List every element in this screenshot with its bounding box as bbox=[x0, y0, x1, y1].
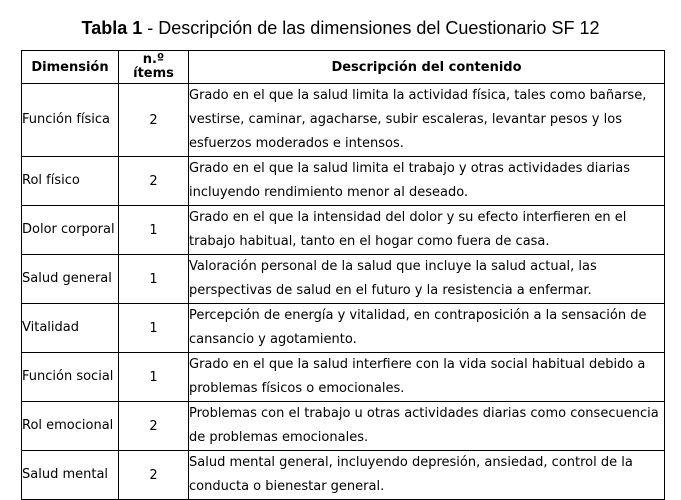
header-row bbox=[22, 51, 665, 84]
row-dimension: Vitalidad bbox=[22, 304, 119, 353]
row-dimension: Salud general bbox=[22, 255, 119, 304]
row-dimension: Dolor corporal bbox=[22, 206, 119, 255]
caption-text: Descripción de las dimensiones del Cuestionario SF 12 bbox=[158, 18, 600, 38]
row-items: 1 bbox=[119, 255, 189, 304]
row-description: Percepción de energía y vitalidad, en contraposición a la sensación de cansancio y agotamiento. bbox=[189, 304, 665, 353]
table-row bbox=[22, 84, 665, 157]
header-items-line1: n.º bbox=[142, 52, 165, 67]
row-items: 1 bbox=[119, 206, 189, 255]
table-row bbox=[22, 206, 665, 255]
row-description: Grado en el que la salud limita la actividad física, tales como bañarse, vestirse, caminar, agacharse, subir escaleras, levantar pesos y los esfuerzos moderados e intensos. bbox=[189, 84, 665, 157]
header-description: Descripción del contenido bbox=[189, 51, 665, 84]
row-items: 2 bbox=[119, 402, 189, 451]
header-items bbox=[119, 51, 189, 84]
caption-separator: - bbox=[142, 18, 159, 38]
table-row bbox=[22, 402, 665, 451]
row-items: 2 bbox=[119, 451, 189, 500]
table-row bbox=[22, 304, 665, 353]
table-row bbox=[22, 255, 665, 304]
header-items-line2: ítems bbox=[133, 66, 174, 81]
row-description: Salud mental general, incluyendo depresión, ansiedad, control de la conducta o bienestar general. bbox=[189, 451, 665, 500]
row-items: 2 bbox=[119, 157, 189, 206]
table-row bbox=[22, 157, 665, 206]
row-dimension: Salud mental bbox=[22, 451, 119, 500]
row-description: Problemas con el trabajo u otras actividades diarias como consecuencia de problemas emocionales. bbox=[189, 402, 665, 451]
caption-label: Tabla 1 bbox=[81, 18, 143, 38]
row-description: Grado en el que la salud interfiere con la vida social habitual debido a problemas físicos o emocionales. bbox=[189, 353, 665, 402]
row-dimension: Rol emocional bbox=[22, 402, 119, 451]
table-row bbox=[22, 353, 665, 402]
sf12-dimensions-table bbox=[21, 50, 665, 500]
row-description: Grado en el que la intensidad del dolor y su efecto interfieren en el trabajo habitual, tanto en el hogar como fuera de casa. bbox=[189, 206, 665, 255]
table-row bbox=[22, 451, 665, 500]
table-caption bbox=[0, 17, 681, 39]
row-description: Grado en el que la salud limita el trabajo y otras actividades diarias incluyendo rendimiento menor al deseado. bbox=[189, 157, 665, 206]
row-items: 1 bbox=[119, 353, 189, 402]
row-dimension: Función social bbox=[22, 353, 119, 402]
row-items: 1 bbox=[119, 304, 189, 353]
row-dimension: Rol físico bbox=[22, 157, 119, 206]
header-dimension: Dimensión bbox=[22, 51, 119, 84]
row-description: Valoración personal de la salud que incluye la salud actual, las perspectivas de salud en el futuro y la resistencia a enfermar. bbox=[189, 255, 665, 304]
row-dimension: Función física bbox=[22, 84, 119, 157]
row-items: 2 bbox=[119, 84, 189, 157]
